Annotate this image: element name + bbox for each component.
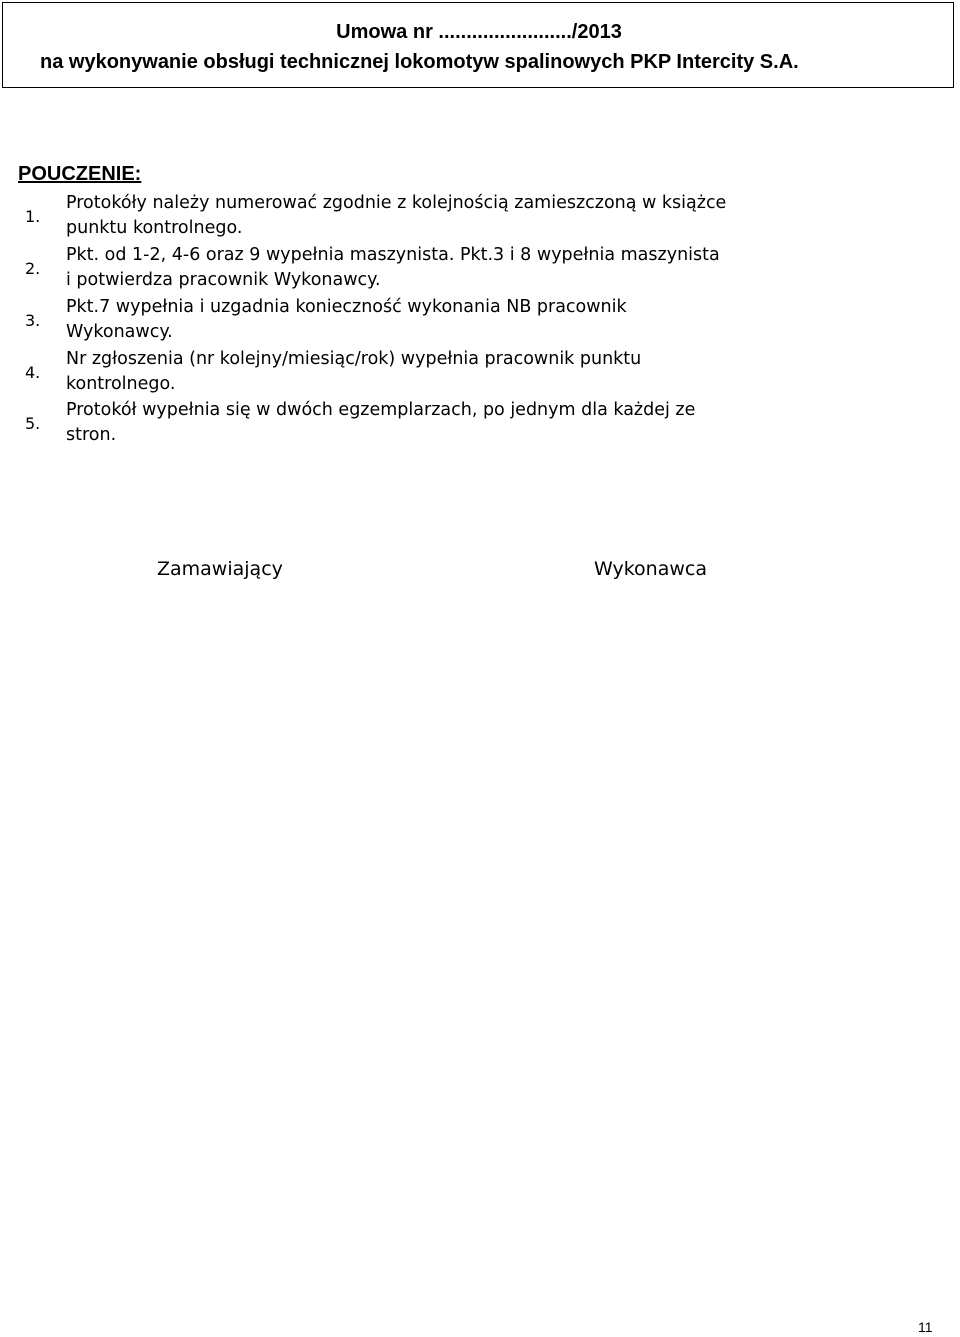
notice-item-number: 3. bbox=[25, 311, 41, 330]
contract-title: Umowa nr ......................../2013 bbox=[336, 21, 622, 43]
notice-item-text: Protokół wypełnia się w dwóch egzemplarzach, po jednym dla każdej ze bbox=[66, 400, 696, 420]
contract-subtitle: na wykonywanie obsługi technicznej lokomotyw spalinowych PKP Intercity S.A. bbox=[40, 51, 799, 73]
notice-heading: POUCZENIE: bbox=[18, 163, 142, 185]
notice-item-text: Pkt.7 wypełnia i uzgadnia konieczność wykonania NB pracownik bbox=[66, 297, 627, 317]
page-number: 11 bbox=[918, 1319, 933, 1335]
notice-item-number: 1. bbox=[25, 207, 41, 226]
notice-item-4 bbox=[0, 349, 960, 401]
notice-item-number: 2. bbox=[25, 259, 41, 278]
notice-item-number: 4. bbox=[25, 363, 41, 382]
notice-item-text: Protokóły należy numerować zgodnie z kolejnością zamieszczoną w książce bbox=[66, 193, 727, 213]
notice-item-number: 5. bbox=[25, 414, 41, 433]
notice-item-text: i potwierdza pracownik Wykonawcy. bbox=[66, 270, 381, 290]
contract-header-box bbox=[2, 2, 954, 88]
notice-item-2 bbox=[0, 245, 960, 297]
notice-item-1 bbox=[0, 193, 960, 245]
notice-item-text: punktu kontrolnego. bbox=[66, 218, 243, 238]
notice-item-text: kontrolnego. bbox=[66, 374, 176, 394]
notice-item-text: Wykonawcy. bbox=[66, 322, 173, 342]
notice-item-5 bbox=[0, 400, 960, 452]
notice-item-3 bbox=[0, 297, 960, 349]
notice-item-text: Nr zgłoszenia (nr kolejny/miesiąc/rok) wypełnia pracownik punktu bbox=[66, 349, 642, 369]
signature-label-contractor: Wykonawca bbox=[594, 558, 707, 580]
notice-item-text: Pkt. od 1-2, 4-6 oraz 9 wypełnia maszynista. Pkt.3 i 8 wypełnia maszynista bbox=[66, 245, 720, 265]
signature-label-client: Zamawiający bbox=[157, 558, 283, 580]
notice-item-text: stron. bbox=[66, 425, 117, 445]
